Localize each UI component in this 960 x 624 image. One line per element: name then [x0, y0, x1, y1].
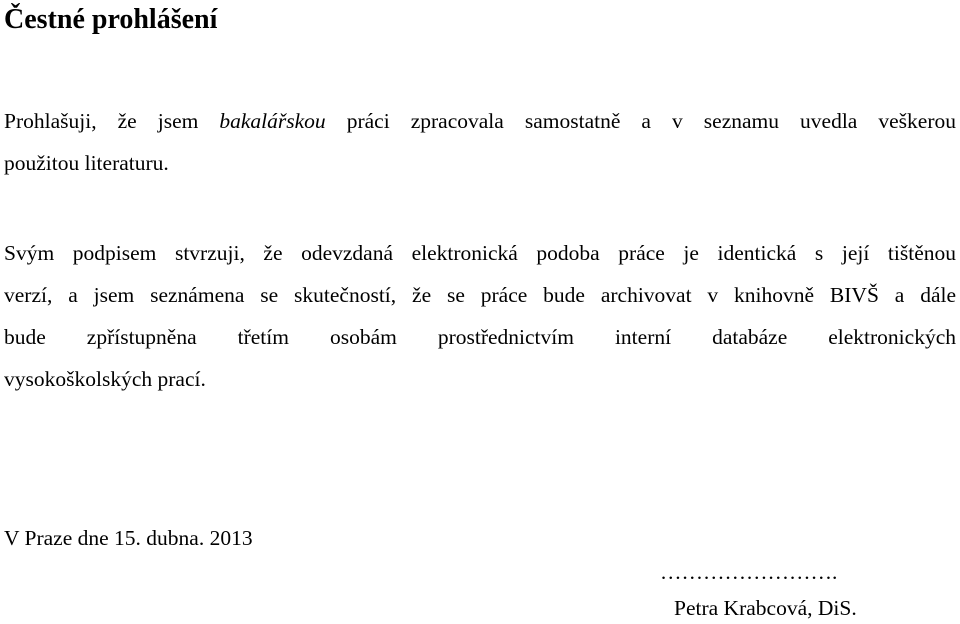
signature-line: ……………………. [660, 560, 838, 584]
paragraph-1-line-2: použitou literaturu. [4, 151, 169, 175]
paragraph-1-line-1 [4, 100, 956, 142]
page-title: Čestné prohlášení [4, 4, 218, 35]
thesis-type-italic: bakalářskou [219, 109, 326, 133]
declaration-paragraph-1 [4, 100, 956, 184]
place-and-date: V Praze dne 15. dubna. 2013 [4, 526, 253, 550]
signature-name: Petra Krabcová, DiS. [674, 596, 857, 620]
paragraph-2-line-1: Svým podpisem stvrzuji, že odevzdaná elektronická podoba práce je identická s její tištěnou [4, 241, 956, 265]
declaration-paragraph-2 [4, 232, 956, 400]
paragraph-2-line-4: vysokoškolských prací. [4, 367, 206, 391]
paragraph-2-line-2: verzí, a jsem seznámena se skutečností, že se práce bude archivovat v knihovně BIVŠ a dále [4, 283, 956, 307]
paragraph-1-text-start: Prohlašuji, že jsem [4, 109, 220, 133]
paragraph-2-line-3: bude zpřístupněna třetím osobám prostřednictvím interní databáze elektronických [4, 325, 956, 349]
paragraph-1-text-end: práci zpracovala samostatně a v seznamu uvedla veškerou [325, 109, 956, 133]
